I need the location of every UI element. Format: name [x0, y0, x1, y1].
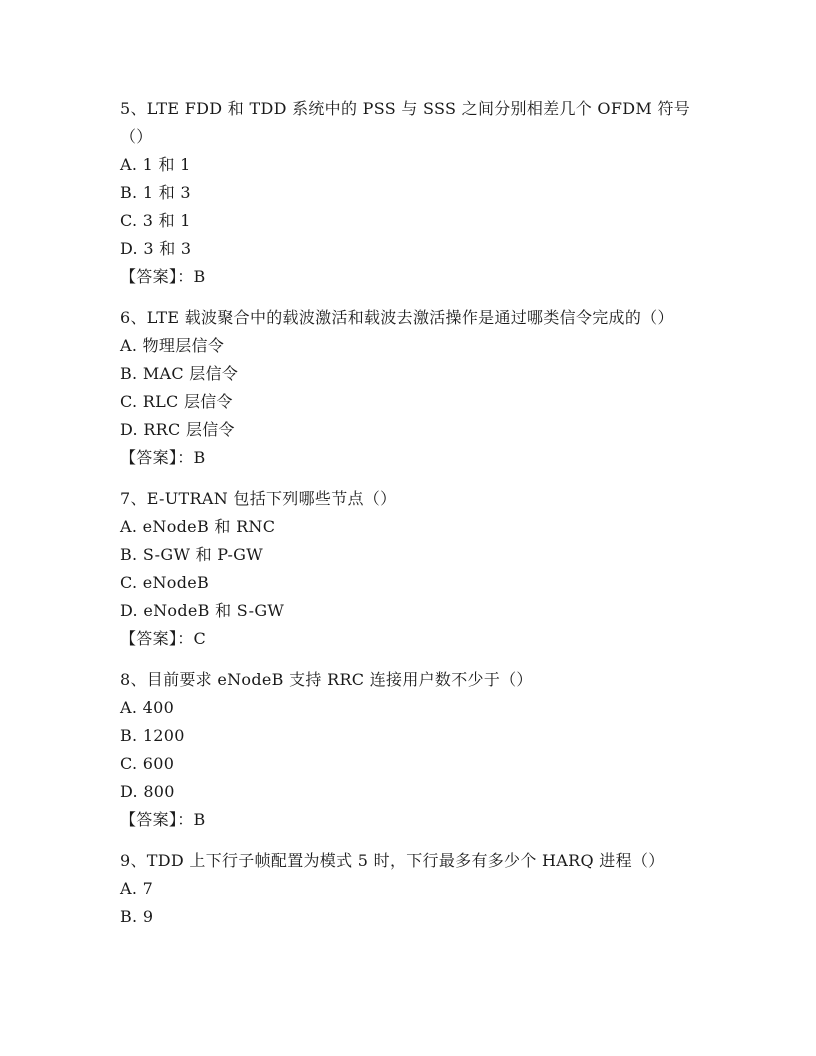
option-c: C. 600: [120, 754, 175, 773]
answer-label: 【答案】: [120, 810, 178, 829]
question-5: [120, 95, 700, 291]
answer-value: ：B: [177, 810, 206, 829]
option-d: D. RRC 层信令: [120, 420, 235, 439]
answer-value: ：C: [177, 629, 207, 648]
option-c: C. 3 和 1: [120, 211, 191, 230]
option-a: A. 7: [120, 879, 154, 898]
answer-label: 【答案】: [120, 629, 178, 648]
option-a: A. eNodeB 和 RNC: [120, 517, 276, 536]
option-b: B. S-GW 和 P-GW: [120, 545, 264, 564]
option-a: A. 物理层信令: [120, 336, 225, 355]
option-b: B. 9: [120, 907, 154, 926]
option-b: B. MAC 层信令: [120, 364, 239, 383]
question-list: [120, 95, 700, 944]
answer-value: ：B: [177, 267, 206, 286]
question-8: [120, 666, 700, 834]
answer-line: [120, 806, 700, 834]
question-text: 8、目前要求 eNodeB 支持 RRC 连接用户数不少于（）: [120, 670, 533, 689]
question-text: 5、LTE FDD 和 TDD 系统中的 PSS 与 SSS 之间分别相差几个 OFDM 符号（）: [120, 99, 691, 146]
option-c: C. RLC 层信令: [120, 392, 233, 411]
option-d: D. 800: [120, 782, 175, 801]
option-d: D. 3 和 3: [120, 239, 192, 258]
option-c: C. eNodeB: [120, 573, 210, 592]
answer-value: ：B: [177, 448, 206, 467]
answer-label: 【答案】: [120, 448, 178, 467]
option-b: B. 1 和 3: [120, 183, 191, 202]
option-b: B. 1200: [120, 726, 185, 745]
question-9: [120, 847, 700, 931]
option-a: A. 400: [120, 698, 175, 717]
answer-line: [120, 263, 700, 291]
option-d: D. eNodeB 和 S-GW: [120, 601, 285, 620]
question-6: [120, 304, 700, 472]
question-text: 9、TDD 上下行子帧配置为模式 5 时，下行最多有多少个 HARQ 进程（）: [120, 851, 665, 870]
question-text: 6、LTE 载波聚合中的载波激活和载波去激活操作是通过哪类信令完成的（）: [120, 308, 674, 327]
option-a: A. 1 和 1: [120, 155, 191, 174]
answer-line: [120, 625, 700, 653]
question-7: [120, 485, 700, 653]
answer-line: [120, 444, 700, 472]
answer-label: 【答案】: [120, 267, 178, 286]
question-text: 7、E-UTRAN 包括下列哪些节点（）: [120, 489, 397, 508]
